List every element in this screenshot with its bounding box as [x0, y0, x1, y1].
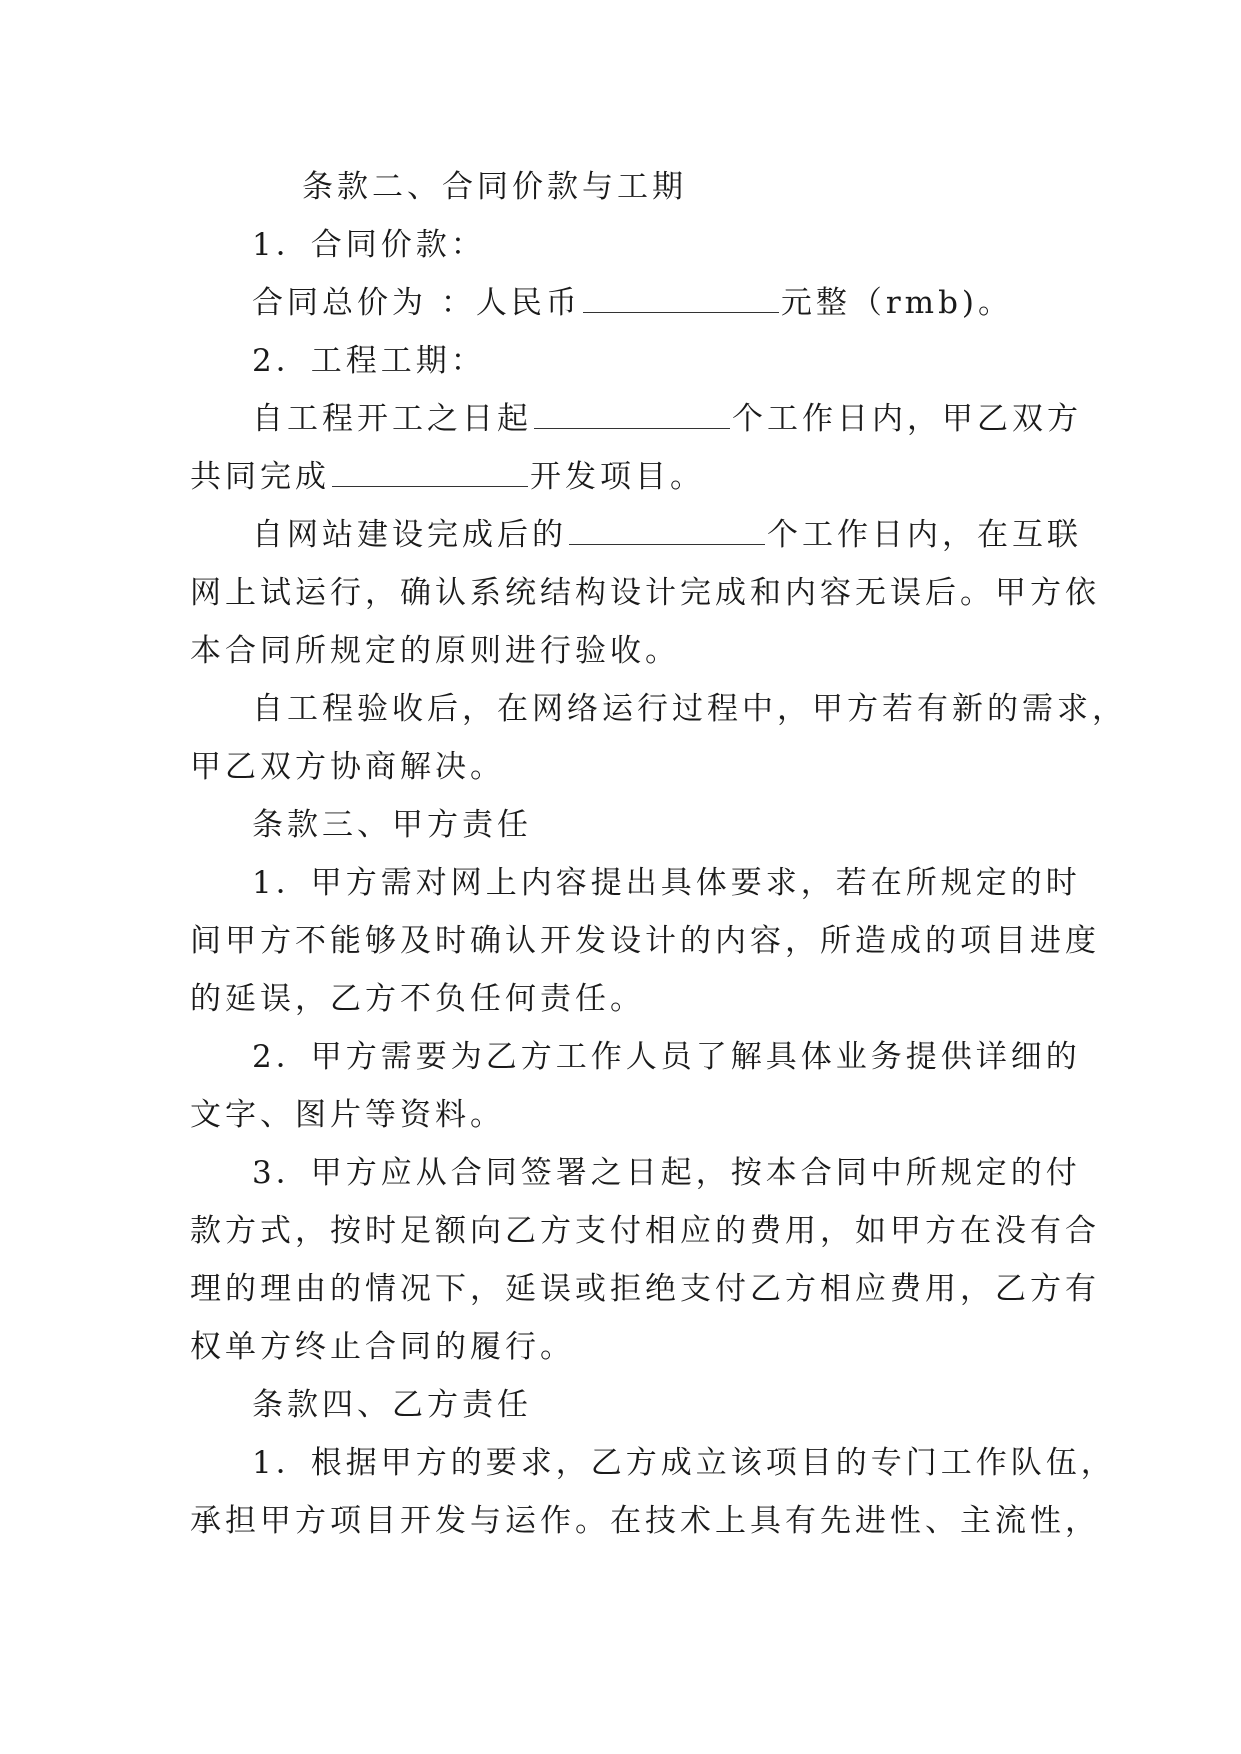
clause-4-item-1-line-1: 1．根据甲方的要求，乙方成立该项目的专门工作队伍，: [252, 1445, 1116, 1481]
trial-line-1: [190, 506, 1082, 564]
price-text-pre: 合同总价为 ：人民币: [252, 285, 581, 321]
clause-2-title: 条款二、合同价款与工期: [302, 169, 687, 205]
workdays-blank[interactable]: [534, 404, 730, 429]
trial-text-post: 个工作日内，在互联: [767, 517, 1082, 553]
price-amount-blank[interactable]: [583, 288, 779, 313]
clause-3-item-2-line-1: 2．甲方需要为乙方工作人员了解具体业务提供详细的: [252, 1039, 1081, 1075]
clause-3-item-1-line-1: 1．甲方需对网上内容提出具体要求，若在所规定的时: [252, 865, 1081, 901]
period-line-2: [190, 448, 1050, 506]
price-text-post: 元整（rmb)。: [780, 285, 1014, 321]
construction-period-label: 2．工程工期：: [252, 343, 486, 379]
period-line-2-post: 开发项目。: [530, 459, 705, 495]
trial-line-2: 网上试运行，确认系统结构设计完成和内容无误后。甲方依: [190, 575, 1100, 611]
clause-3-title: 条款三、甲方责任: [252, 807, 532, 843]
clause-4-title: 条款四、乙方责任: [252, 1387, 532, 1423]
clause-3-item-1-line-2: 间甲方不能够及时确认开发设计的内容，所造成的项目进度: [190, 923, 1100, 959]
period-text-pre: 自工程开工之日起: [252, 401, 532, 437]
trial-days-blank[interactable]: [569, 520, 765, 545]
clause-3-item-3-line-4: 权单方终止合同的履行。: [190, 1329, 575, 1365]
acceptance-line-2: 甲乙双方协商解决。: [190, 749, 505, 785]
clause-4-item-1-line-2: 承担甲方项目开发与运作。在技术上具有先进性、主流性，: [190, 1503, 1100, 1539]
clause-3-item-3-line-1: 3．甲方应从合同签署之日起，按本合同中所规定的付: [252, 1155, 1081, 1191]
clause-3-item-1-line-3: 的延误，乙方不负任何责任。: [190, 981, 645, 1017]
project-name-blank[interactable]: [332, 462, 528, 487]
clause-3-item-3-line-3: 理的理由的情况下，延误或拒绝支付乙方相应费用，乙方有: [190, 1271, 1100, 1307]
period-line-1: [190, 390, 1082, 448]
period-text-post: 个工作日内，甲乙双方: [732, 401, 1082, 437]
contract-price-label: 1．合同价款：: [252, 227, 486, 263]
trial-line-3: 本合同所规定的原则进行验收。: [190, 633, 680, 669]
clause-3-item-3-line-2: 款方式，按时足额向乙方支付相应的费用，如甲方在没有合: [190, 1213, 1100, 1249]
acceptance-line-1: 自工程验收后，在网络运行过程中，甲方若有新的需求，: [252, 691, 1127, 727]
trial-text-pre: 自网站建设完成后的: [252, 517, 567, 553]
period-line-2-pre: 共同完成: [190, 459, 330, 495]
document-page: [190, 158, 1127, 1550]
clause-3-item-2-line-2: 文字、图片等资料。: [190, 1097, 505, 1133]
contract-price-line: [190, 274, 1050, 332]
